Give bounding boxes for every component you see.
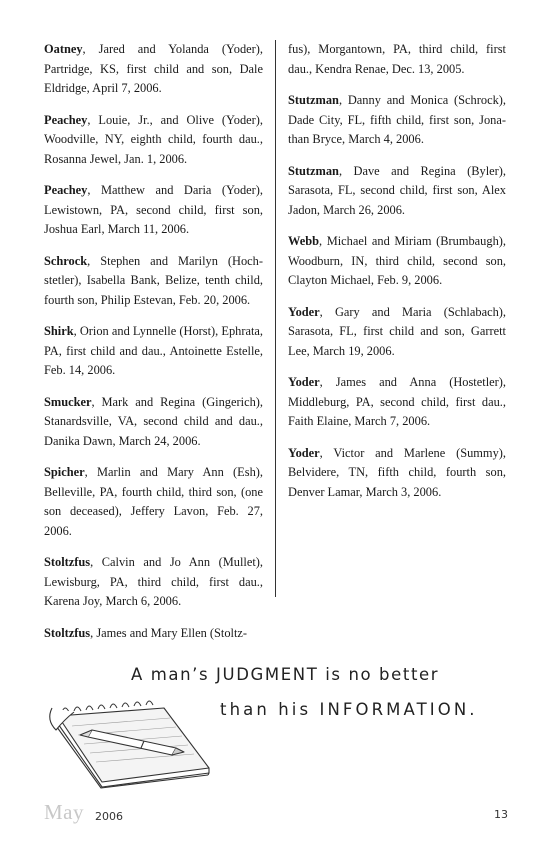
family-surname: Peachey [44,112,88,127]
family-surname: Stutzman [288,163,339,178]
left-column [44,40,263,655]
family-surname: Spicher [44,465,85,479]
column-divider [275,40,276,597]
birth-announcement-entry [288,162,506,221]
birth-announcement-entry [44,111,263,170]
family-surname: Shirk [44,324,74,338]
birth-announcement-entry [44,393,263,452]
birth-announcement-entry [288,373,506,432]
family-surname: Stutzman [288,93,339,107]
entry-details: , Marlin and Mary Ann (Esh), Belleville, PA, fourth child, third son, (one son deceased), Jeffery Lavon, Feb. 27, 2006. [44,465,263,538]
family-surname: Webb [288,234,319,248]
birth-announcement-entry [44,40,263,99]
quote-line-2: than his INFORMATION. [220,700,478,719]
birth-announcement-entry [44,624,263,644]
birth-announcement-entry [288,444,506,503]
entry-details: , James and Mary Ellen (Stoltz- [90,625,248,640]
birth-announcement-entry [288,40,506,79]
family-surname: Yoder [288,375,320,389]
entry-details: , Jared and Yolanda (Yoder), Partridge, KS, first child and son, Dale Eldridge, April 7, 2006. [44,42,263,95]
entry-details: , Gary and Maria (Schlabach), Sarasota, FL, first child and son, Garrett Lee, March 19, 2006. [288,304,506,358]
family-surname: Yoder [288,304,320,319]
page-number: 13 [494,808,508,821]
notepad-with-pen-icon [44,690,219,790]
entry-details: , Michael and Miriam (Brumbaugh), Woodburn, IN, third child, second son, Clayton Michael, Feb. 9, 2006. [288,234,506,287]
entry-details: , Stephen and Marilyn (Hochstetler), Isabella Bank, Belize, tenth child, fourth son, Philip Estevan, Feb. 20, 2006. [44,253,263,307]
family-surname: Smucker [44,394,92,409]
entry-details: , Dave and Regina (Byler), Sarasota, FL, second child, first son, Alex Jadon, March 26, 2006. [288,163,506,217]
birth-announcement-entry [44,463,263,541]
family-surname: Stoltzfus [44,625,91,640]
entry-details: fus), Morgantown, PA, third child, first dau., Kendra Renae, Dec. 13, 2005. [288,42,506,76]
birth-announcement-entry [288,232,506,291]
entry-details: , Louie, Jr., and Olive (Yoder), Woodville, NY, eighth child, fourth dau., Rosanna Jewel, Jan. 1, 2006. [44,112,263,166]
footer-month: May [44,800,84,824]
birth-announcement-entry [44,553,263,612]
entry-details: , Mark and Regina (Gingerich), Stanardsville, VA, second child and dau., Danika Dawn, March 24, 2006. [44,394,263,448]
family-surname: Peachey [44,183,88,197]
birth-announcement-entry [44,181,263,240]
entry-details: , Calvin and Jo Ann (Mullet), Lewisburg, PA, third child, first dau., Karena Joy, March 6, 2006. [44,555,263,608]
family-surname: Oatney [44,42,83,56]
birth-announcement-entry [288,91,506,150]
birth-announcement-entry [44,252,263,311]
footer-year: 2006 [95,810,123,823]
entry-details: , Matthew and Daria (Yoder), Lewistown, PA, second child, first son, Joshua Earl, March 11, 2006. [44,183,263,236]
family-surname: Yoder [288,445,320,460]
entry-details: , Orion and Lynnelle (Horst), Ephrata, PA, first child and dau., Antoinette Estelle, Feb. 14, 2006. [44,324,263,377]
family-surname: Schrock [44,253,88,268]
entry-details: , James and Anna (Hostetler), Middleburg, PA, second child, first dau., Faith Elaine, March 7, 2006. [288,375,506,428]
birth-announcement-entry [288,303,506,362]
quote-line-1: A man’s JUDGMENT is no better [131,665,440,684]
birth-announcement-entry [44,322,263,381]
entry-details: , Victor and Marlene (Summy), Belvidere, TN, fifth child, fourth son, Denver Lamar, March 3, 2006. [288,445,506,499]
family-surname: Stoltzfus [44,555,91,569]
right-column [288,40,506,514]
entry-details: , Danny and Monica (Schrock), Dade City, FL, fifth child, first son, Jonathan Bryce, March 4, 2006. [288,93,506,146]
